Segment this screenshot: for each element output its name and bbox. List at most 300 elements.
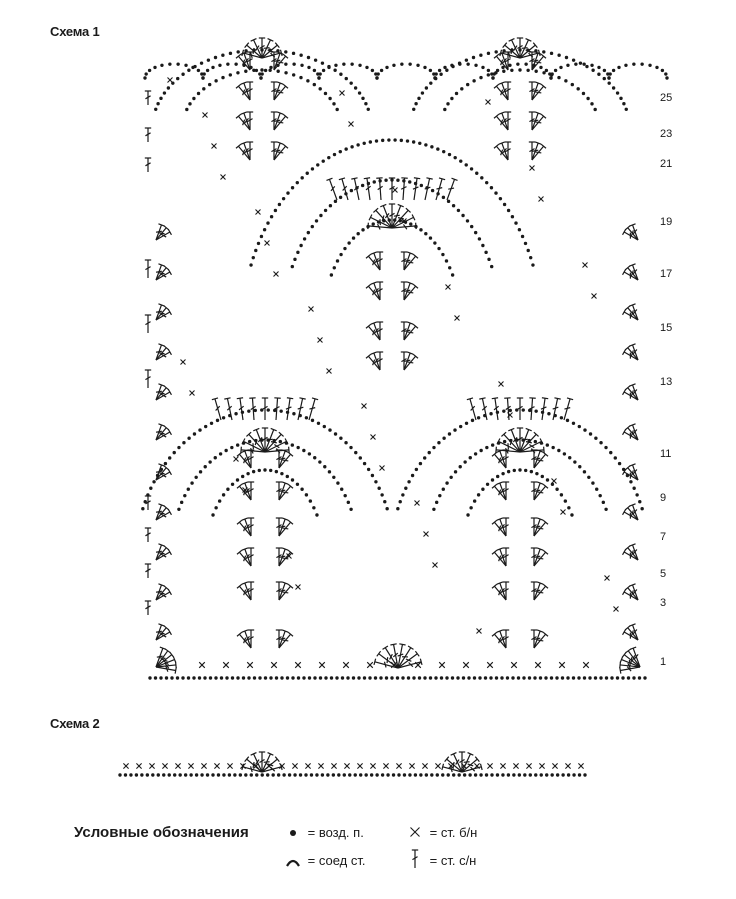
single-crochet-stitch: [552, 479, 557, 484]
single-crochet-stitch: [371, 435, 376, 440]
chain-stitch: [339, 196, 342, 199]
chain-stitch: [496, 411, 499, 414]
single-crochet-stitch: [614, 607, 619, 612]
chain-stitch: [565, 56, 568, 59]
chain-stitch: [345, 77, 348, 80]
chain-stitch: [416, 64, 419, 67]
double-crochet-stitch: [413, 178, 420, 200]
double-crochet-stitch: [145, 528, 151, 542]
chain-stitch: [518, 48, 521, 51]
chain-stitch: [459, 425, 462, 428]
chain-stitch: [372, 222, 375, 225]
chain-stitch: [302, 676, 305, 679]
chain-stitch: [475, 172, 478, 175]
chain-stitch: [408, 773, 411, 776]
chain-stitch: [406, 139, 409, 142]
single-crochet-stitch: [463, 662, 469, 668]
chain-stitch: [336, 259, 339, 262]
chain-stitch: [255, 773, 258, 776]
chain-stitch: [324, 209, 327, 212]
chain-stitch: [430, 773, 433, 776]
chain-stitch: [541, 475, 544, 478]
double-crochet-stitch: [236, 84, 250, 100]
chain-stitch: [192, 676, 195, 679]
single-crochet-stitch: [559, 662, 565, 668]
chain-stitch: [367, 468, 370, 471]
chain-stitch: [492, 72, 495, 75]
double-crochet-stitch: [156, 266, 169, 280]
chain-stitch: [286, 411, 289, 414]
chain-stitch: [380, 69, 383, 72]
chain-stitch: [419, 228, 422, 231]
chain-stitch: [366, 225, 369, 228]
chain-stitch: [381, 139, 384, 142]
chain-stitch: [635, 493, 638, 496]
chain-stitch: [350, 62, 353, 65]
chain-stitch: [292, 73, 295, 76]
double-crochet-stitch: [404, 254, 418, 270]
chain-stitch: [503, 440, 506, 443]
chain-stitch: [214, 676, 217, 679]
chain-stitch: [260, 68, 263, 71]
chain-stitch: [597, 66, 600, 69]
chain-stitch: [319, 214, 322, 217]
chain-stitch: [608, 72, 611, 75]
chain-stitch: [381, 773, 384, 776]
chain-stitch: [266, 773, 269, 776]
chain-stitch: [146, 493, 149, 496]
chain-stitch: [319, 676, 322, 679]
chain-stitch: [442, 150, 445, 153]
chain-stitch: [664, 72, 667, 75]
chain-stitch: [561, 676, 564, 679]
single-crochet-stitch: [433, 563, 438, 568]
row-number: 9: [660, 492, 667, 504]
chain-stitch: [571, 83, 574, 86]
single-crochet-stitch: [487, 763, 492, 768]
chain-stitch: [474, 452, 477, 455]
chain-stitch: [185, 108, 188, 111]
chain-stitch: [275, 470, 278, 473]
single-crochet-stitch: [190, 391, 195, 396]
chain-stitch: [495, 676, 498, 679]
chain-stitch: [178, 773, 181, 776]
double-crochet-stitch: [625, 346, 638, 360]
single-crochet-stitch: [435, 763, 440, 768]
chain-stitch: [192, 97, 195, 100]
chain-stitch: [328, 470, 331, 473]
chain-stitch: [214, 56, 217, 59]
chain-stitch: [273, 439, 276, 442]
chain-stitch: [535, 472, 538, 475]
chain-stitch: [236, 478, 239, 481]
single-crochet-stitch: [526, 763, 531, 768]
single-crochet-stitch: [309, 307, 314, 312]
double-crochet-stitch: [236, 114, 250, 130]
chain-stitch: [463, 773, 466, 776]
chain-stitch: [214, 506, 217, 509]
chain-stitch: [241, 475, 244, 478]
chain-stitch: [363, 676, 366, 679]
chain-stitch: [197, 69, 200, 72]
chain-stitch: [640, 62, 643, 65]
chain-stitch: [603, 77, 606, 80]
chain-stitch: [487, 52, 490, 55]
chain-stitch: [622, 102, 625, 105]
chain-stitch: [442, 196, 445, 199]
double-crochet-stitch: [236, 144, 250, 160]
chain-stitch: [424, 232, 427, 235]
chain-stitch: [180, 501, 183, 504]
chain-stitch: [292, 412, 295, 415]
chain-stitch: [545, 69, 548, 72]
chain-stitch: [204, 425, 207, 428]
chain-stitch: [204, 465, 207, 468]
double-crochet-stitch: [404, 324, 418, 340]
chain-stitch: [343, 773, 346, 776]
chain-stitch: [170, 676, 173, 679]
chain-stitch: [555, 676, 558, 679]
single-crochet-stitch: [149, 763, 154, 768]
chain-stitch: [302, 449, 305, 452]
legend-item-chain: [282, 825, 364, 840]
chain-stitch: [334, 64, 337, 67]
chain-stitch: [299, 244, 302, 247]
chain-stitch: [621, 676, 624, 679]
double-crochet-stitch: [534, 484, 548, 500]
chain-stitch: [564, 499, 567, 502]
chain-stitch: [149, 487, 152, 490]
chain-stitch: [236, 50, 239, 53]
chain-stitch: [173, 773, 176, 776]
single-crochet-stitch: [477, 629, 482, 634]
chain-stitch: [583, 773, 586, 776]
chain-stitch: [481, 66, 484, 69]
chain-stitch: [604, 508, 607, 511]
chain-stitch: [311, 167, 314, 170]
chain-stitch: [244, 773, 247, 776]
chain-stitch: [534, 49, 537, 52]
double-crochet-stitch: [366, 354, 380, 370]
chain-stitch: [629, 480, 632, 483]
legend-title: Условные обозначения: [74, 824, 249, 841]
chain-stitch: [168, 456, 171, 459]
chain-stitch: [367, 182, 370, 185]
single-crochet-stitch: [181, 360, 186, 365]
chain-stitch: [363, 462, 366, 465]
chain-stitch: [311, 225, 314, 228]
double-crochet-stitch: [237, 550, 251, 566]
double-crochet-stitch: [492, 584, 506, 600]
single-crochet-stitch: [362, 404, 367, 409]
single-crochet-stitch: [349, 122, 354, 127]
chain-stitch: [255, 69, 258, 72]
chain-stitch: [434, 676, 437, 679]
single-crochet-stitch: [486, 100, 491, 105]
chain-stitch: [563, 452, 566, 455]
chain-stitch: [471, 419, 474, 422]
chain-stitch: [191, 66, 194, 69]
chain-stitch: [583, 676, 586, 679]
chain-stitch: [291, 443, 294, 446]
single-crochet-stitch: [415, 501, 420, 506]
single-crochet-stitch: [513, 763, 518, 768]
chain-stitch: [184, 773, 187, 776]
single-crochet-stitch: [396, 763, 401, 768]
chain-stitch: [402, 179, 405, 182]
chain-stitch: [349, 508, 352, 511]
chain-stitch: [247, 409, 250, 412]
chain-stitch: [280, 472, 283, 475]
chain-stitch: [474, 773, 477, 776]
chain-stitch: [357, 676, 360, 679]
chain-stitch: [288, 773, 291, 776]
chain-stitch: [229, 52, 232, 55]
chain-stitch: [557, 76, 560, 79]
double-crochet-stitch: [156, 466, 169, 480]
chain-stitch: [485, 773, 488, 776]
chain-stitch: [409, 222, 412, 225]
chain-stitch: [494, 191, 497, 194]
chain-stitch: [374, 676, 377, 679]
chain-stitch: [332, 476, 335, 479]
row-number: 21: [660, 158, 673, 170]
double-crochet-stitch: [534, 632, 548, 648]
chain-stitch: [376, 72, 379, 75]
chain-stitch: [364, 102, 367, 105]
double-crochet-stitch: [145, 564, 151, 578]
chain-stitch: [168, 773, 171, 776]
chain-stitch: [286, 676, 289, 679]
chain-stitch: [190, 481, 193, 484]
single-crochet-stitch: [439, 662, 445, 668]
chain-stitch: [607, 81, 610, 84]
single-crochet-stitch: [305, 763, 310, 768]
chain-stitch: [371, 69, 374, 72]
chain-stitch: [352, 676, 355, 679]
chain-stitch: [214, 456, 217, 459]
chain-stitch: [423, 66, 426, 69]
chain-stitch: [336, 481, 339, 484]
double-crochet-stitch: [398, 644, 406, 668]
chain-stitch: [420, 184, 423, 187]
chain-stitch: [478, 237, 481, 240]
chain-stitch: [451, 273, 454, 276]
chain-stitch: [577, 676, 580, 679]
chain-stitch: [239, 773, 242, 776]
chain-stitch: [452, 204, 455, 207]
chain-stitch: [440, 676, 443, 679]
double-crochet-stitch: [279, 632, 293, 648]
chain-stitch: [263, 228, 266, 231]
chain-stitch: [522, 408, 525, 411]
legend-label: = соед ст.: [307, 853, 366, 868]
chain-stitch: [330, 676, 333, 679]
chain-stitch: [533, 676, 536, 679]
chain-stitch: [576, 87, 579, 90]
chain-stitch: [610, 676, 613, 679]
chain-stitch: [605, 676, 608, 679]
chain-stitch: [339, 150, 342, 153]
chain-stitch: [534, 70, 537, 73]
chain-stitch: [373, 180, 376, 183]
single-crochet-stitch: [247, 662, 253, 668]
chain-stitch: [335, 108, 338, 111]
chain-stitch: [507, 773, 510, 776]
chain-stitch: [638, 500, 641, 503]
chain-stitch: [183, 494, 186, 497]
chain-stitch: [544, 676, 547, 679]
double-crochet-stitch: [286, 398, 293, 420]
chain-stitch: [198, 676, 201, 679]
chain-stitch: [354, 451, 357, 454]
chain-stitch: [258, 676, 261, 679]
chain-stitch: [486, 483, 489, 486]
chain-stitch: [211, 66, 214, 69]
chain-stitch: [594, 437, 597, 440]
chain-stitch: [390, 178, 393, 181]
chain-stitch: [518, 468, 521, 471]
chain-stitch: [487, 73, 490, 76]
chain-stitch: [280, 676, 283, 679]
chain-stitch: [408, 62, 411, 65]
chain-stitch: [250, 773, 253, 776]
chain-stitch: [313, 676, 316, 679]
chain-stitch: [450, 64, 453, 67]
chain-stitch: [436, 147, 439, 150]
chain-stitch: [423, 676, 426, 679]
chain-stitch: [176, 62, 179, 65]
chain-stitch: [329, 204, 332, 207]
chain-stitch: [300, 488, 303, 491]
chain-stitch: [271, 773, 274, 776]
chain-stitch: [222, 773, 225, 776]
chain-stitch: [460, 87, 463, 90]
chain-stitch: [583, 428, 586, 431]
chain-stitch: [244, 70, 247, 73]
chain-stitch: [377, 220, 380, 223]
chain-stitch: [392, 64, 395, 67]
chain-stitch: [622, 468, 625, 471]
single-crochet-stitch: [592, 294, 597, 299]
double-crochet-stitch: [625, 586, 638, 600]
chain-stitch: [490, 773, 493, 776]
chain-stitch: [342, 62, 345, 65]
chain-stitch: [279, 409, 282, 412]
single-crochet-stitch: [409, 763, 414, 768]
chain-stitch: [404, 487, 407, 490]
chain-stitch: [516, 62, 519, 65]
chain-stitch: [587, 476, 590, 479]
chain-stitch: [597, 73, 600, 76]
chain-stitch: [249, 66, 252, 69]
single-crochet-stitch: [175, 763, 180, 768]
chain-stitch: [448, 432, 451, 435]
chain-stitch: [339, 73, 342, 76]
chain-stitch: [236, 443, 239, 446]
chain-stitch: [187, 488, 190, 491]
chain-stitch: [624, 64, 627, 67]
chain-stitch: [151, 773, 154, 776]
chain-stitch: [200, 773, 203, 776]
double-crochet-stitch: [145, 91, 151, 105]
chain-stitch: [144, 500, 147, 503]
chain-stitch: [556, 773, 559, 776]
chain-stitch: [352, 236, 355, 239]
single-crochet-stitch: [340, 91, 345, 96]
chain-stitch: [566, 64, 569, 67]
chain-stitch: [447, 200, 450, 203]
chain-stitch: [157, 773, 160, 776]
chain-stitch: [602, 501, 605, 504]
chain-stitch: [616, 676, 619, 679]
chain-stitch: [363, 142, 366, 145]
chain-stitch: [591, 69, 594, 72]
chain-stitch: [423, 456, 426, 459]
double-crochet-stitch: [494, 114, 508, 130]
chain-stitch: [152, 480, 155, 483]
chain-stitch: [479, 76, 482, 79]
chain-stitch: [419, 462, 422, 465]
chain-stitch: [661, 69, 664, 72]
legend-label: = ст. с/н: [429, 853, 477, 868]
chain-stitch: [545, 773, 548, 776]
chain-stitch: [489, 676, 492, 679]
chain-stitch: [361, 228, 364, 231]
chain-stitch: [310, 773, 313, 776]
chain-stitch: [439, 73, 442, 76]
single-crochet-stitch: [271, 662, 277, 668]
chain-stitch: [318, 87, 321, 90]
chain-stitch: [285, 441, 288, 444]
chain-stitch: [459, 465, 462, 468]
chain-stitch: [146, 773, 149, 776]
chain-stitch: [364, 773, 367, 776]
double-crochet-stitch: [392, 208, 411, 228]
chain-stitch: [334, 432, 337, 435]
chain-stitch: [267, 408, 270, 411]
chain-stitch: [260, 48, 263, 51]
chain-stitch: [356, 143, 359, 146]
chain-stitch: [522, 676, 525, 679]
double-crochet-stitch: [145, 601, 151, 615]
chain-stitch: [491, 478, 494, 481]
chain-stitch: [259, 76, 262, 79]
chain-stitch: [578, 773, 581, 776]
chain-stitch: [327, 66, 330, 69]
chain-stitch: [507, 209, 510, 212]
single-crochet-stitch: [552, 763, 557, 768]
chain-stitch: [485, 181, 488, 184]
chain-stitch: [515, 438, 518, 441]
chain-stitch: [528, 409, 531, 412]
chain-stitch: [254, 439, 257, 442]
chain-stitch: [403, 773, 406, 776]
chain-stitch: [278, 203, 281, 206]
single-crochet-stitch: [380, 466, 385, 471]
chain-stitch: [407, 480, 410, 483]
chain-stitch: [539, 66, 542, 69]
chain-stitch: [593, 108, 596, 111]
chain-stitch: [350, 189, 353, 192]
chain-stitch: [317, 76, 320, 79]
single-crochet-stitch: [136, 763, 141, 768]
chain-stitch: [521, 235, 524, 238]
chain-stitch: [361, 97, 364, 100]
single-crochet-stitch: [234, 457, 239, 462]
scheme-1-chart: [141, 38, 672, 680]
chain-stitch: [473, 499, 476, 502]
